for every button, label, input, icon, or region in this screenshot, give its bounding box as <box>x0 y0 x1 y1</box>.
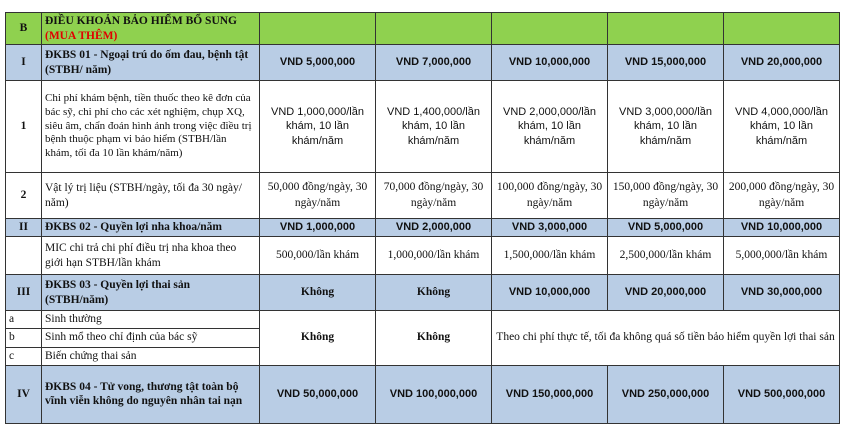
value-cell: VND 2,000,000/lần khám, 10 lần khám/năm <box>492 81 608 173</box>
row-index: III <box>6 275 42 311</box>
value-cell: 200,000 đồng/ngày, 30 ngày/năm <box>724 173 840 219</box>
section-title-cell <box>42 13 260 45</box>
value-cell: VND 1,000,000 <box>260 219 376 237</box>
row-description: Chi phí khám bệnh, tiền thuốc theo kê đơn của bác sỹ, chi phí cho các xét nghiệm, chụp XQ, siêu âm, chẩn đoán hình ảnh trong việc điều trị bệnh thuộc phạm vi bảo hiểm (STBH/lần khám, tối đa 10 lần khám/năm) <box>42 81 260 173</box>
empty-cell <box>260 13 376 45</box>
row-index: 2 <box>6 173 42 219</box>
value-cell: VND 7,000,000 <box>376 45 492 81</box>
value-cell: VND 15,000,000 <box>608 45 724 81</box>
value-cell: VND 250,000,000 <box>608 365 724 423</box>
sub-label: Sinh mổ theo chỉ định của bác sỹ <box>42 329 260 347</box>
value-cell: VND 3,000,000/lần khám, 10 lần khám/năm <box>608 81 724 173</box>
value-cell: Không <box>376 311 492 366</box>
section-title: ĐIỀU KHOẢN BẢO HIỂM BỔ SUNG <box>45 15 238 28</box>
value-cell: 150,000 đồng/ngày, 30 ngày/năm <box>608 173 724 219</box>
row-index: IV <box>6 365 42 423</box>
value-cell: VND 20,000,000 <box>608 275 724 311</box>
row-description: Vật lý trị liệu (STBH/ngày, tối đa 30 ngày/ năm) <box>42 173 260 219</box>
value-cell: VND 10,000,000 <box>492 275 608 311</box>
row-title: ĐKBS 04 - Tử vong, thương tật toàn bộ vĩnh viễn không do nguyên nhân tai nạn <box>42 365 260 423</box>
value-cell: 500,000/lần khám <box>260 237 376 275</box>
value-cell: VND 150,000,000 <box>492 365 608 423</box>
value-cell: VND 10,000,000 <box>492 45 608 81</box>
value-cell: VND 5,000,000 <box>608 219 724 237</box>
value-cell: VND 5,000,000 <box>260 45 376 81</box>
row-title: ĐKBS 01 - Ngoại trú do ốm đau, bệnh tật (STBH/ năm) <box>42 45 260 81</box>
value-cell: VND 10,000,000 <box>724 219 840 237</box>
sub-label: Sinh thường <box>42 311 260 329</box>
value-cell: VND 500,000,000 <box>724 365 840 423</box>
empty-cell <box>376 13 492 45</box>
value-cell: 1,500,000/lần khám <box>492 237 608 275</box>
value-cell: VND 3,000,000 <box>492 219 608 237</box>
section-index: B <box>6 13 42 45</box>
dkbs01-detail-row-2 <box>6 173 840 219</box>
value-cell: 50,000 đồng/ngày, 30 ngày/năm <box>260 173 376 219</box>
value-cell: VND 1,400,000/lần khám, 10 lần khám/năm <box>376 81 492 173</box>
value-cell: Không <box>260 311 376 366</box>
row-description: MIC chi trả chi phí điều trị nha khoa theo giới hạn STBH/lần khám <box>42 237 260 275</box>
benefits-table-container <box>5 12 840 424</box>
dkbs02-row <box>6 219 840 237</box>
empty-cell <box>6 237 42 275</box>
merged-value-cell: Theo chi phí thực tế, tối đa không quá số tiền bảo hiểm quyền lợi thai sản <box>492 311 840 366</box>
dkbs04-row <box>6 365 840 423</box>
sub-label: Biến chứng thai sản <box>42 347 260 365</box>
empty-cell <box>608 13 724 45</box>
sub-index: a <box>6 311 42 329</box>
value-cell: Không <box>376 275 492 311</box>
dkbs03-sub-row-a <box>6 311 840 329</box>
section-subtitle: (MUA THÊM) <box>45 29 118 42</box>
value-cell: VND 50,000,000 <box>260 365 376 423</box>
row-title: ĐKBS 02 - Quyền lợi nha khoa/năm <box>42 219 260 237</box>
row-index: II <box>6 219 42 237</box>
empty-cell <box>724 13 840 45</box>
row-index: I <box>6 45 42 81</box>
row-index: 1 <box>6 81 42 173</box>
sub-index: b <box>6 329 42 347</box>
benefits-table <box>5 12 840 424</box>
section-header-row <box>6 13 840 45</box>
dkbs01-detail-row-1 <box>6 81 840 173</box>
row-title: ĐKBS 03 - Quyền lợi thai sản (STBH/năm) <box>42 275 260 311</box>
dkbs03-row <box>6 275 840 311</box>
value-cell: Không <box>260 275 376 311</box>
value-cell: 1,000,000/lần khám <box>376 237 492 275</box>
empty-cell <box>492 13 608 45</box>
value-cell: VND 4,000,000/lần khám, 10 lần khám/năm <box>724 81 840 173</box>
value-cell: VND 30,000,000 <box>724 275 840 311</box>
sub-index: c <box>6 347 42 365</box>
value-cell: VND 1,000,000/lần khám, 10 lần khám/năm <box>260 81 376 173</box>
dkbs01-row <box>6 45 840 81</box>
value-cell: 100,000 đồng/ngày, 30 ngày/năm <box>492 173 608 219</box>
value-cell: 2,500,000/lần khám <box>608 237 724 275</box>
value-cell: VND 20,000,000 <box>724 45 840 81</box>
value-cell: 5,000,000/lần khám <box>724 237 840 275</box>
value-cell: VND 100,000,000 <box>376 365 492 423</box>
dkbs02-detail-row <box>6 237 840 275</box>
value-cell: VND 2,000,000 <box>376 219 492 237</box>
value-cell: 70,000 đồng/ngày, 30 ngày/năm <box>376 173 492 219</box>
